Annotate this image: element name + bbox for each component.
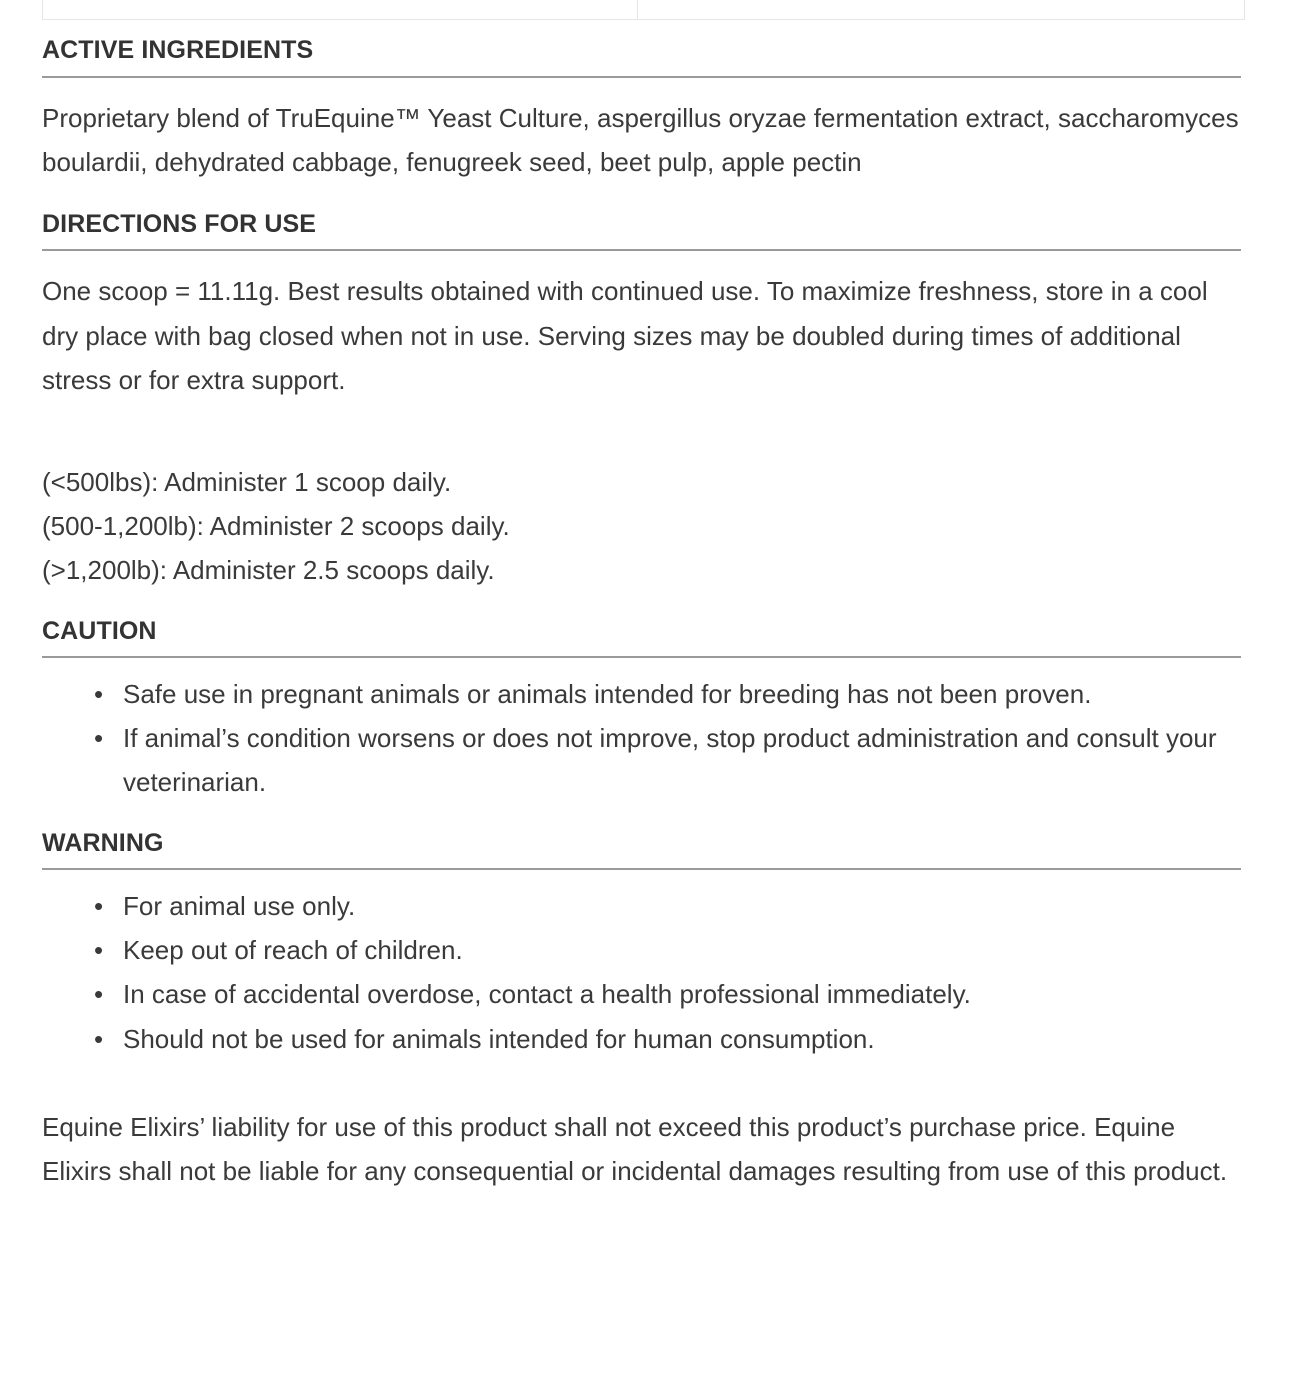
directions-for-use-body: One scoop = 11.11g. Best results obtained with continued use. To maximize freshness, store in a cool dry place with bag closed when not in use. Serving sizes may be doubled during times of additional stress or for extra support. xyxy=(42,276,1208,395)
dosage-list xyxy=(42,460,1241,593)
table-cell-left xyxy=(43,0,638,19)
warning-bullet-list xyxy=(42,884,1241,1061)
list-item: • Safe use in pregnant animals or animals intended for breeding has not been proven. xyxy=(94,672,1241,716)
list-item: • Keep out of reach of children. xyxy=(94,928,1241,972)
spacer xyxy=(42,184,1241,210)
table-cell-right xyxy=(638,0,1244,19)
spacer xyxy=(42,593,1241,617)
list-item: • In case of accidental overdose, contact a health professional immediately. xyxy=(94,972,1241,1016)
active-ingredients-heading: ACTIVE INGREDIENTS xyxy=(42,36,1241,78)
list-item: • Should not be used for animals intended for human consumption. xyxy=(94,1017,1241,1061)
directions-for-use-heading: DIRECTIONS FOR USE xyxy=(42,210,1241,252)
warning-heading: WARNING xyxy=(42,829,1241,871)
section-liability xyxy=(42,1105,1241,1193)
liability-disclaimer: Equine Elixirs’ liability for use of this product shall not exceed this product’s purchase price. Equine Elixirs shall not be liable for any consequential or incidental damages resulting from use of this product. xyxy=(42,1111,1228,1186)
dosage-line: (<500lbs): Administer 1 scoop daily. xyxy=(42,466,452,497)
list-item: • For animal use only. xyxy=(94,884,1241,928)
section-active-ingredients xyxy=(42,36,1241,184)
spacer xyxy=(42,402,1241,460)
dosage-line: (>1,200lb): Administer 2.5 scoops daily. xyxy=(42,555,495,586)
section-warning xyxy=(42,829,1241,1061)
section-caution xyxy=(42,617,1241,805)
dosage-line: (500-1,200lb): Administer 2 scoops daily. xyxy=(42,511,510,542)
caution-heading: CAUTION xyxy=(42,617,1241,659)
spacer xyxy=(42,805,1241,829)
supplement-facts-table-fragment xyxy=(42,0,1245,20)
spacer xyxy=(42,1061,1241,1087)
section-directions-for-use xyxy=(42,210,1241,593)
active-ingredients-body: Proprietary blend of TruEquine™ Yeast Culture, aspergillus oryzae fermentation extract, saccharomyces boulardii, dehydrated cabbage, fenugreek seed, beet pulp, apple pectin xyxy=(42,102,1239,177)
caution-bullet-list xyxy=(42,672,1241,805)
label-content xyxy=(42,36,1241,1193)
list-item: • If animal’s condition worsens or does not improve, stop product administration and consult your veterinarian. xyxy=(94,716,1241,804)
